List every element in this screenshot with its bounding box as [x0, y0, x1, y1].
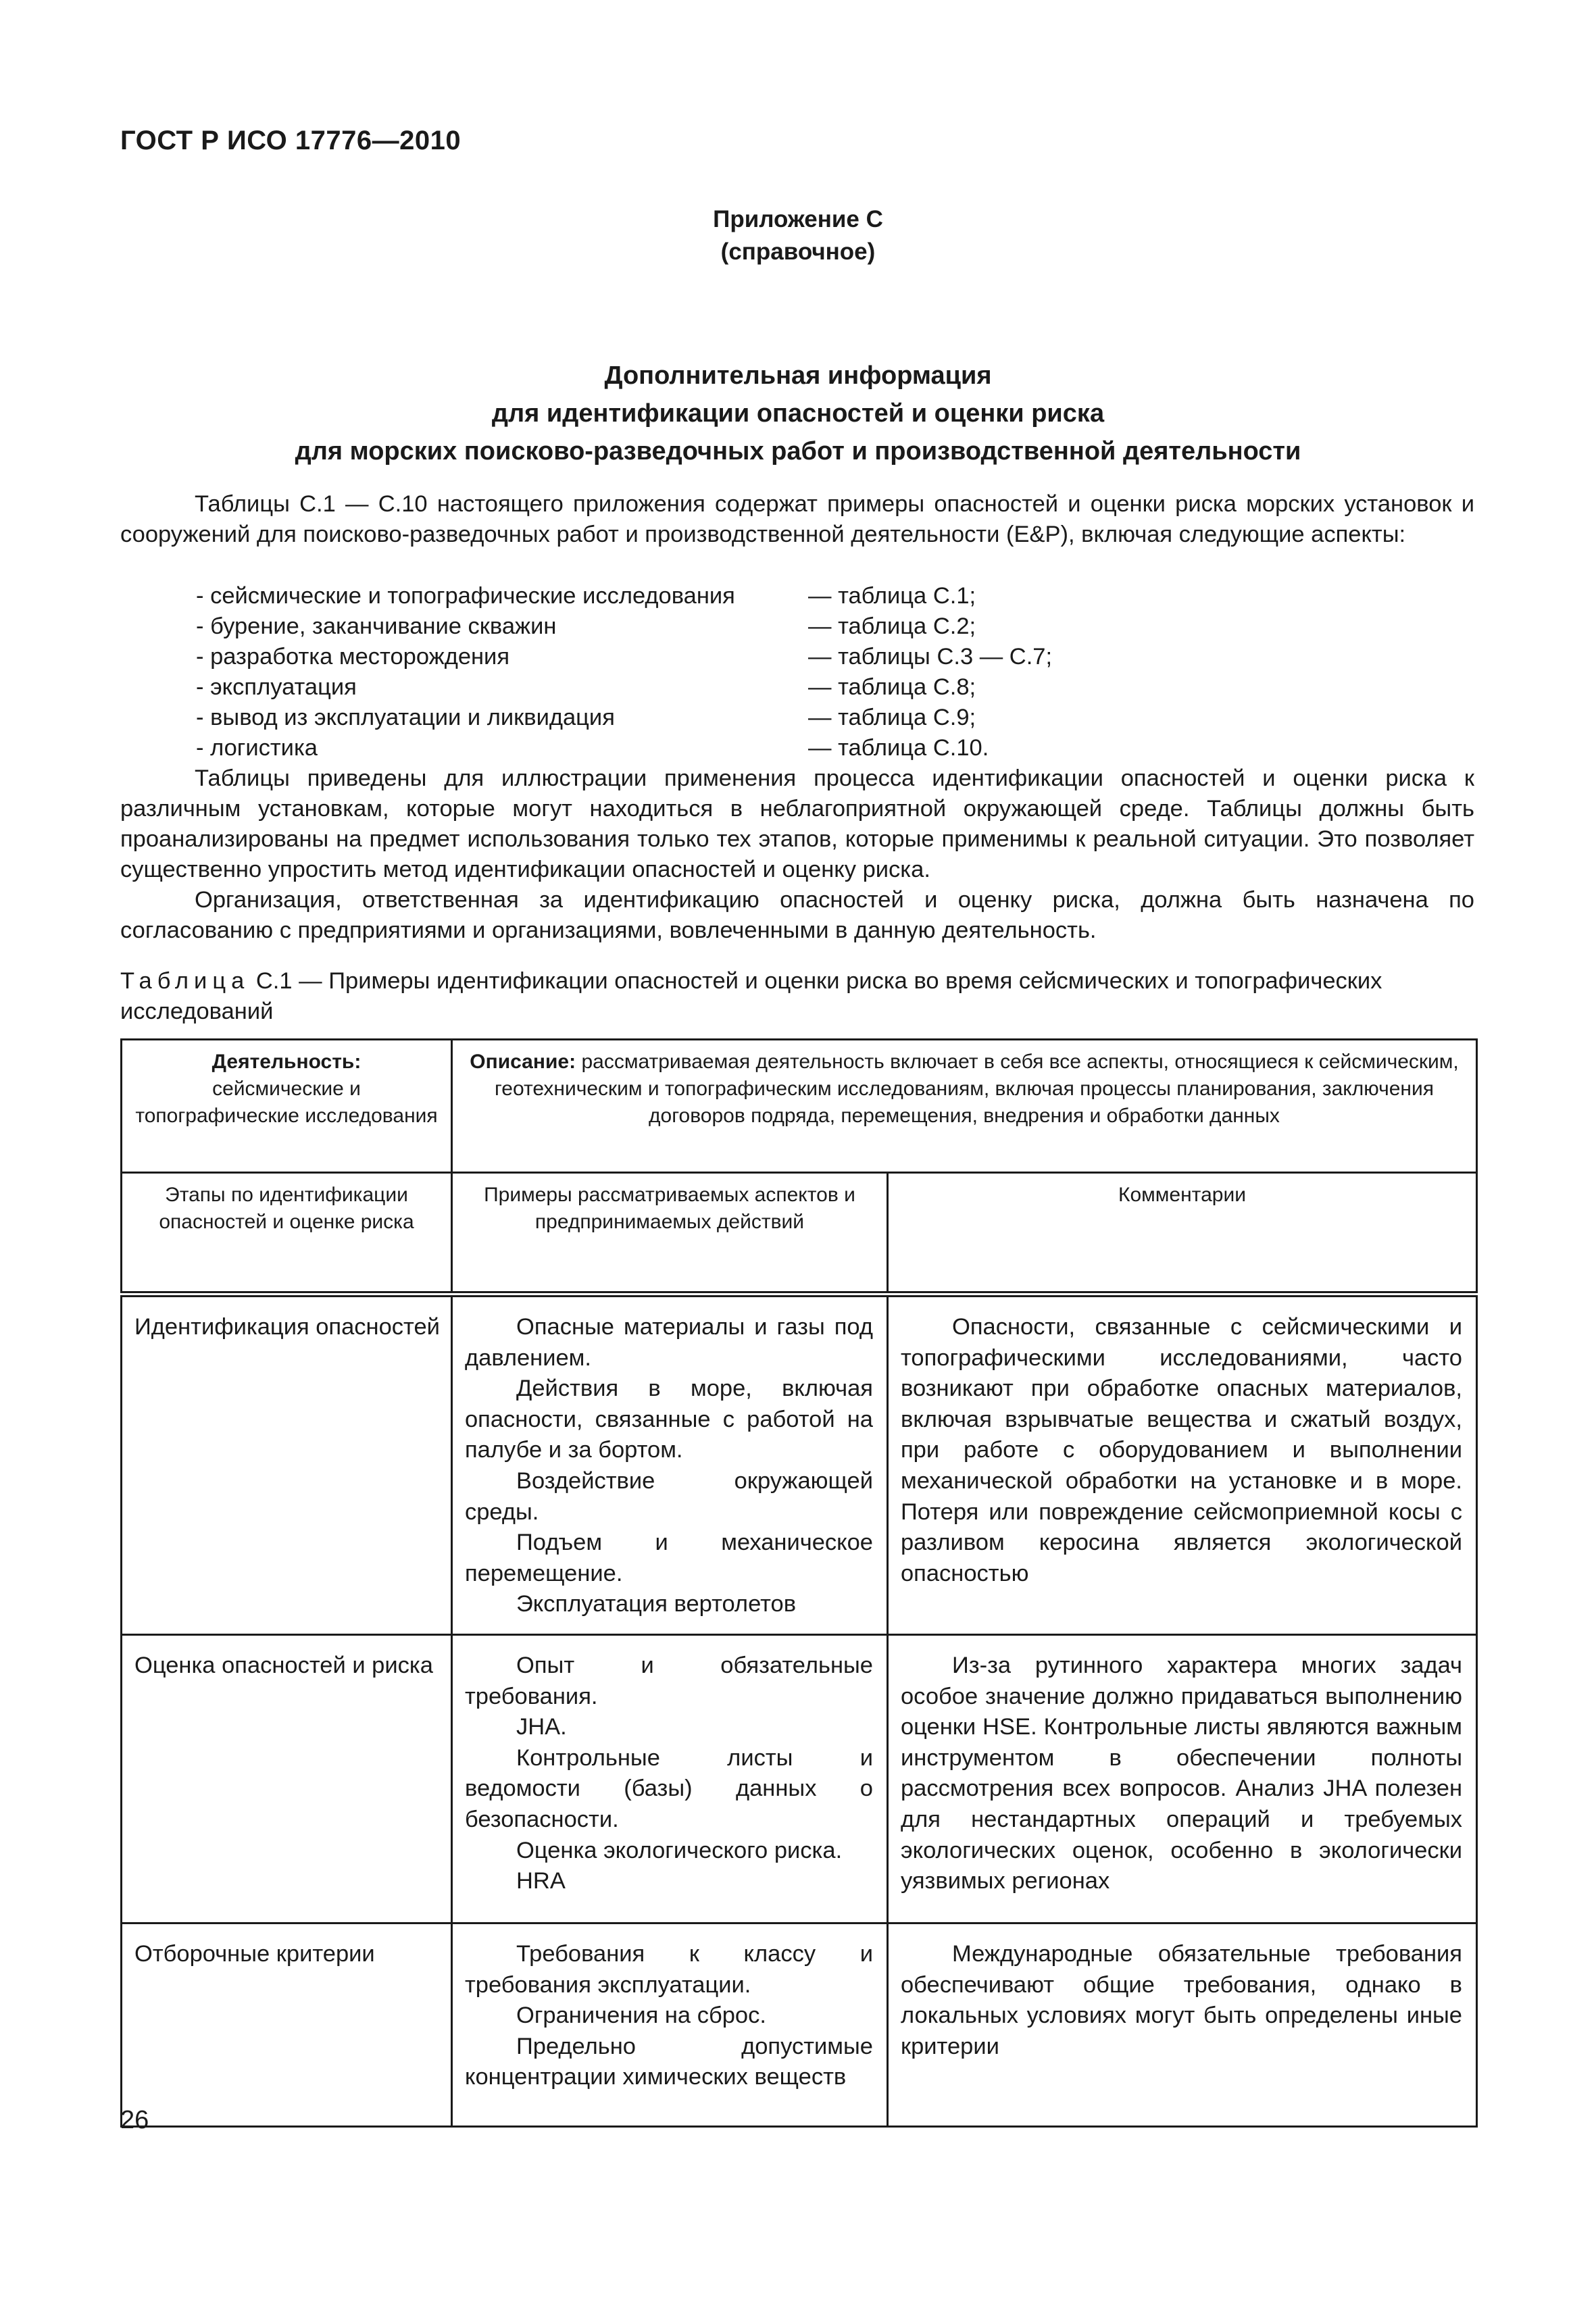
column-header: Этапы по идентификации опасностей и оценке риска — [122, 1173, 452, 1294]
description-cell — [452, 1040, 1477, 1173]
aspect-name: - эксплуатация — [196, 674, 357, 700]
organization-paragraph: Организация, ответственная за идентификацию опасностей и оценку риска, должна быть назначена по согласованию с предприятиями и организациями, вовлеченными в данную деятельность. — [120, 887, 1474, 943]
example-item: Ограничения на сброс. — [516, 2003, 766, 2029]
stage-cell: Отборочные критерии — [122, 1923, 452, 2126]
aspect-item — [196, 703, 1052, 733]
aspect-name: - разработка месторождения — [196, 644, 510, 670]
annex-type: (справочное) — [720, 238, 876, 265]
comment-text: Международные обязательные требования обеспечивают общие требования, однако в локальных условиях могут быть определены иные критерии — [901, 1940, 1462, 2059]
intro-paragraph: Таблицы С.1 — С.10 настоящего приложения содержат примеры опасностей и оценки риска морских установок и сооружений для поисково-разведочных работ и производственной деятельности (E&P), включая следующие аспекты: — [120, 491, 1474, 547]
example-item: JHA. — [516, 1714, 567, 1740]
table-caption-text: С.1 — Примеры идентификации опасностей и оценки риска во время сейсмических и топографических исследований — [120, 968, 1382, 1024]
table-row — [122, 1634, 1477, 1923]
table-caption — [120, 966, 1474, 1027]
example-item: Требования к классу и требования эксплуатации. — [465, 1940, 873, 1998]
examples-cell — [452, 1923, 888, 2126]
activity-cell — [122, 1040, 452, 1173]
aspects-list — [196, 581, 1052, 763]
aspect-ref: — таблица С.2; — [808, 613, 976, 639]
description-label: Описание: — [470, 1051, 576, 1073]
example-item: Предельно допустимые концентрации химических веществ — [465, 2033, 873, 2090]
example-item: Воздействие окружающей среды. — [465, 1467, 873, 1525]
comment-text: Из-за рутинного характера многих задач особое значение должно придаваться выполнению оценки HSE. Контрольные листы являются важным инструментом в обеспечении полноты рассмотрения всех вопросов. Анализ JHA полезен для нестандартных операций и требуемых экологических оценок, особенно в экологически уязвимых регионах — [901, 1652, 1462, 1894]
example-item: Опыт и обязательные требования. — [465, 1652, 873, 1709]
aspect-name: - сейсмические и топографические исследования — [196, 583, 735, 609]
annex-title: Приложение С — [713, 206, 883, 232]
example-item: Опасные материалы и газы под давлением. — [465, 1314, 873, 1371]
risk-table — [120, 1038, 1478, 2128]
table-header-row — [122, 1040, 1477, 1173]
example-item: Оценка экологического риска. — [516, 1837, 843, 1863]
comment-cell — [888, 1923, 1477, 2126]
example-item: Действия в море, включая опасности, связанные с работой на палубе и за бортом. — [465, 1376, 873, 1463]
comment-cell — [888, 1634, 1477, 1923]
table-caption-label: Таблица — [120, 968, 250, 994]
aspect-ref: — таблица С.10. — [808, 735, 989, 761]
aspect-ref: — таблицы С.3 — С.7; — [808, 644, 1053, 670]
activity-text: сейсмические и топографические исследования — [135, 1078, 438, 1127]
comment-cell — [888, 1294, 1477, 1635]
example-item: Эксплуатация вертолетов — [516, 1591, 797, 1617]
page-number: 26 — [120, 2106, 149, 2134]
explanation-section — [120, 763, 1474, 946]
document-title-line: Дополнительная информация — [604, 361, 992, 390]
aspect-ref: — таблица С.8; — [808, 674, 976, 700]
document-title-line: для морских поисково-разведочных работ и производственной деятельности — [295, 437, 1301, 466]
document-title-line: для идентификации опасностей и оценки риска — [491, 399, 1105, 428]
document-title — [0, 357, 1596, 470]
standard-header: ГОСТ Р ИСО 17776—2010 — [120, 126, 462, 155]
column-header: Комментарии — [888, 1173, 1477, 1294]
stage-cell: Оценка опасностей и риска — [122, 1634, 452, 1923]
table-row — [122, 1294, 1477, 1635]
aspect-item — [196, 642, 1052, 672]
aspect-ref: — таблица С.9; — [808, 705, 976, 730]
aspect-name: - логистика — [196, 735, 318, 761]
examples-cell — [452, 1634, 888, 1923]
aspect-name: - бурение, заканчивание скважин — [196, 613, 557, 639]
activity-label: Деятельность: — [211, 1051, 361, 1073]
comment-text: Опасности, связанные с сейсмическими и топографическими исследованиями, часто возникают при обработке опасных материалов, включая взрывчатые вещества и сжатый воздух, при работе с оборудованием и выполнении механической обработки на установке и в море. Потеря или повреждение сейсмоприемной косы с разливом керосина является экологической опасностью — [901, 1314, 1462, 1586]
aspect-ref: — таблица С.1; — [808, 583, 976, 609]
explanation-paragraph: Таблицы приведены для иллюстрации применения процесса идентификации опасностей и оценки риска к различным установкам, которые могут находиться в неблагоприятной окружающей среде. Таблицы должны быть проанализированы на предмет использования только тех этапов, которые применимы к реальной ситуации. Это позволяет существенно упростить метод идентификации опасностей и оценку риска. — [120, 765, 1474, 882]
examples-cell — [452, 1294, 888, 1635]
column-header-row — [122, 1173, 1477, 1294]
aspect-item — [196, 733, 1052, 763]
description-text: рассматриваемая деятельность включает в себя все аспекты, относящиеся к сейсмическим, геотехническим и топографическим исследованиям, включая процессы планирования, заключения договоров подряда, перемещения, внедрения и обработки данных — [494, 1051, 1459, 1127]
example-item: HRA — [516, 1868, 566, 1894]
aspect-name: - вывод из эксплуатации и ликвидация — [196, 705, 615, 730]
example-item: Контрольные листы и ведомости (базы) данных о безопасности. — [465, 1744, 873, 1832]
column-header: Примеры рассматриваемых аспектов и предпринимаемых действий — [452, 1173, 888, 1294]
stage-cell: Идентификация опасностей — [122, 1294, 452, 1635]
aspect-item — [196, 581, 1052, 611]
aspect-item — [196, 611, 1052, 642]
table-row — [122, 1923, 1477, 2126]
example-item: Подъем и механическое перемещение. — [465, 1530, 873, 1586]
intro-section — [120, 489, 1474, 550]
aspect-item — [196, 672, 1052, 703]
